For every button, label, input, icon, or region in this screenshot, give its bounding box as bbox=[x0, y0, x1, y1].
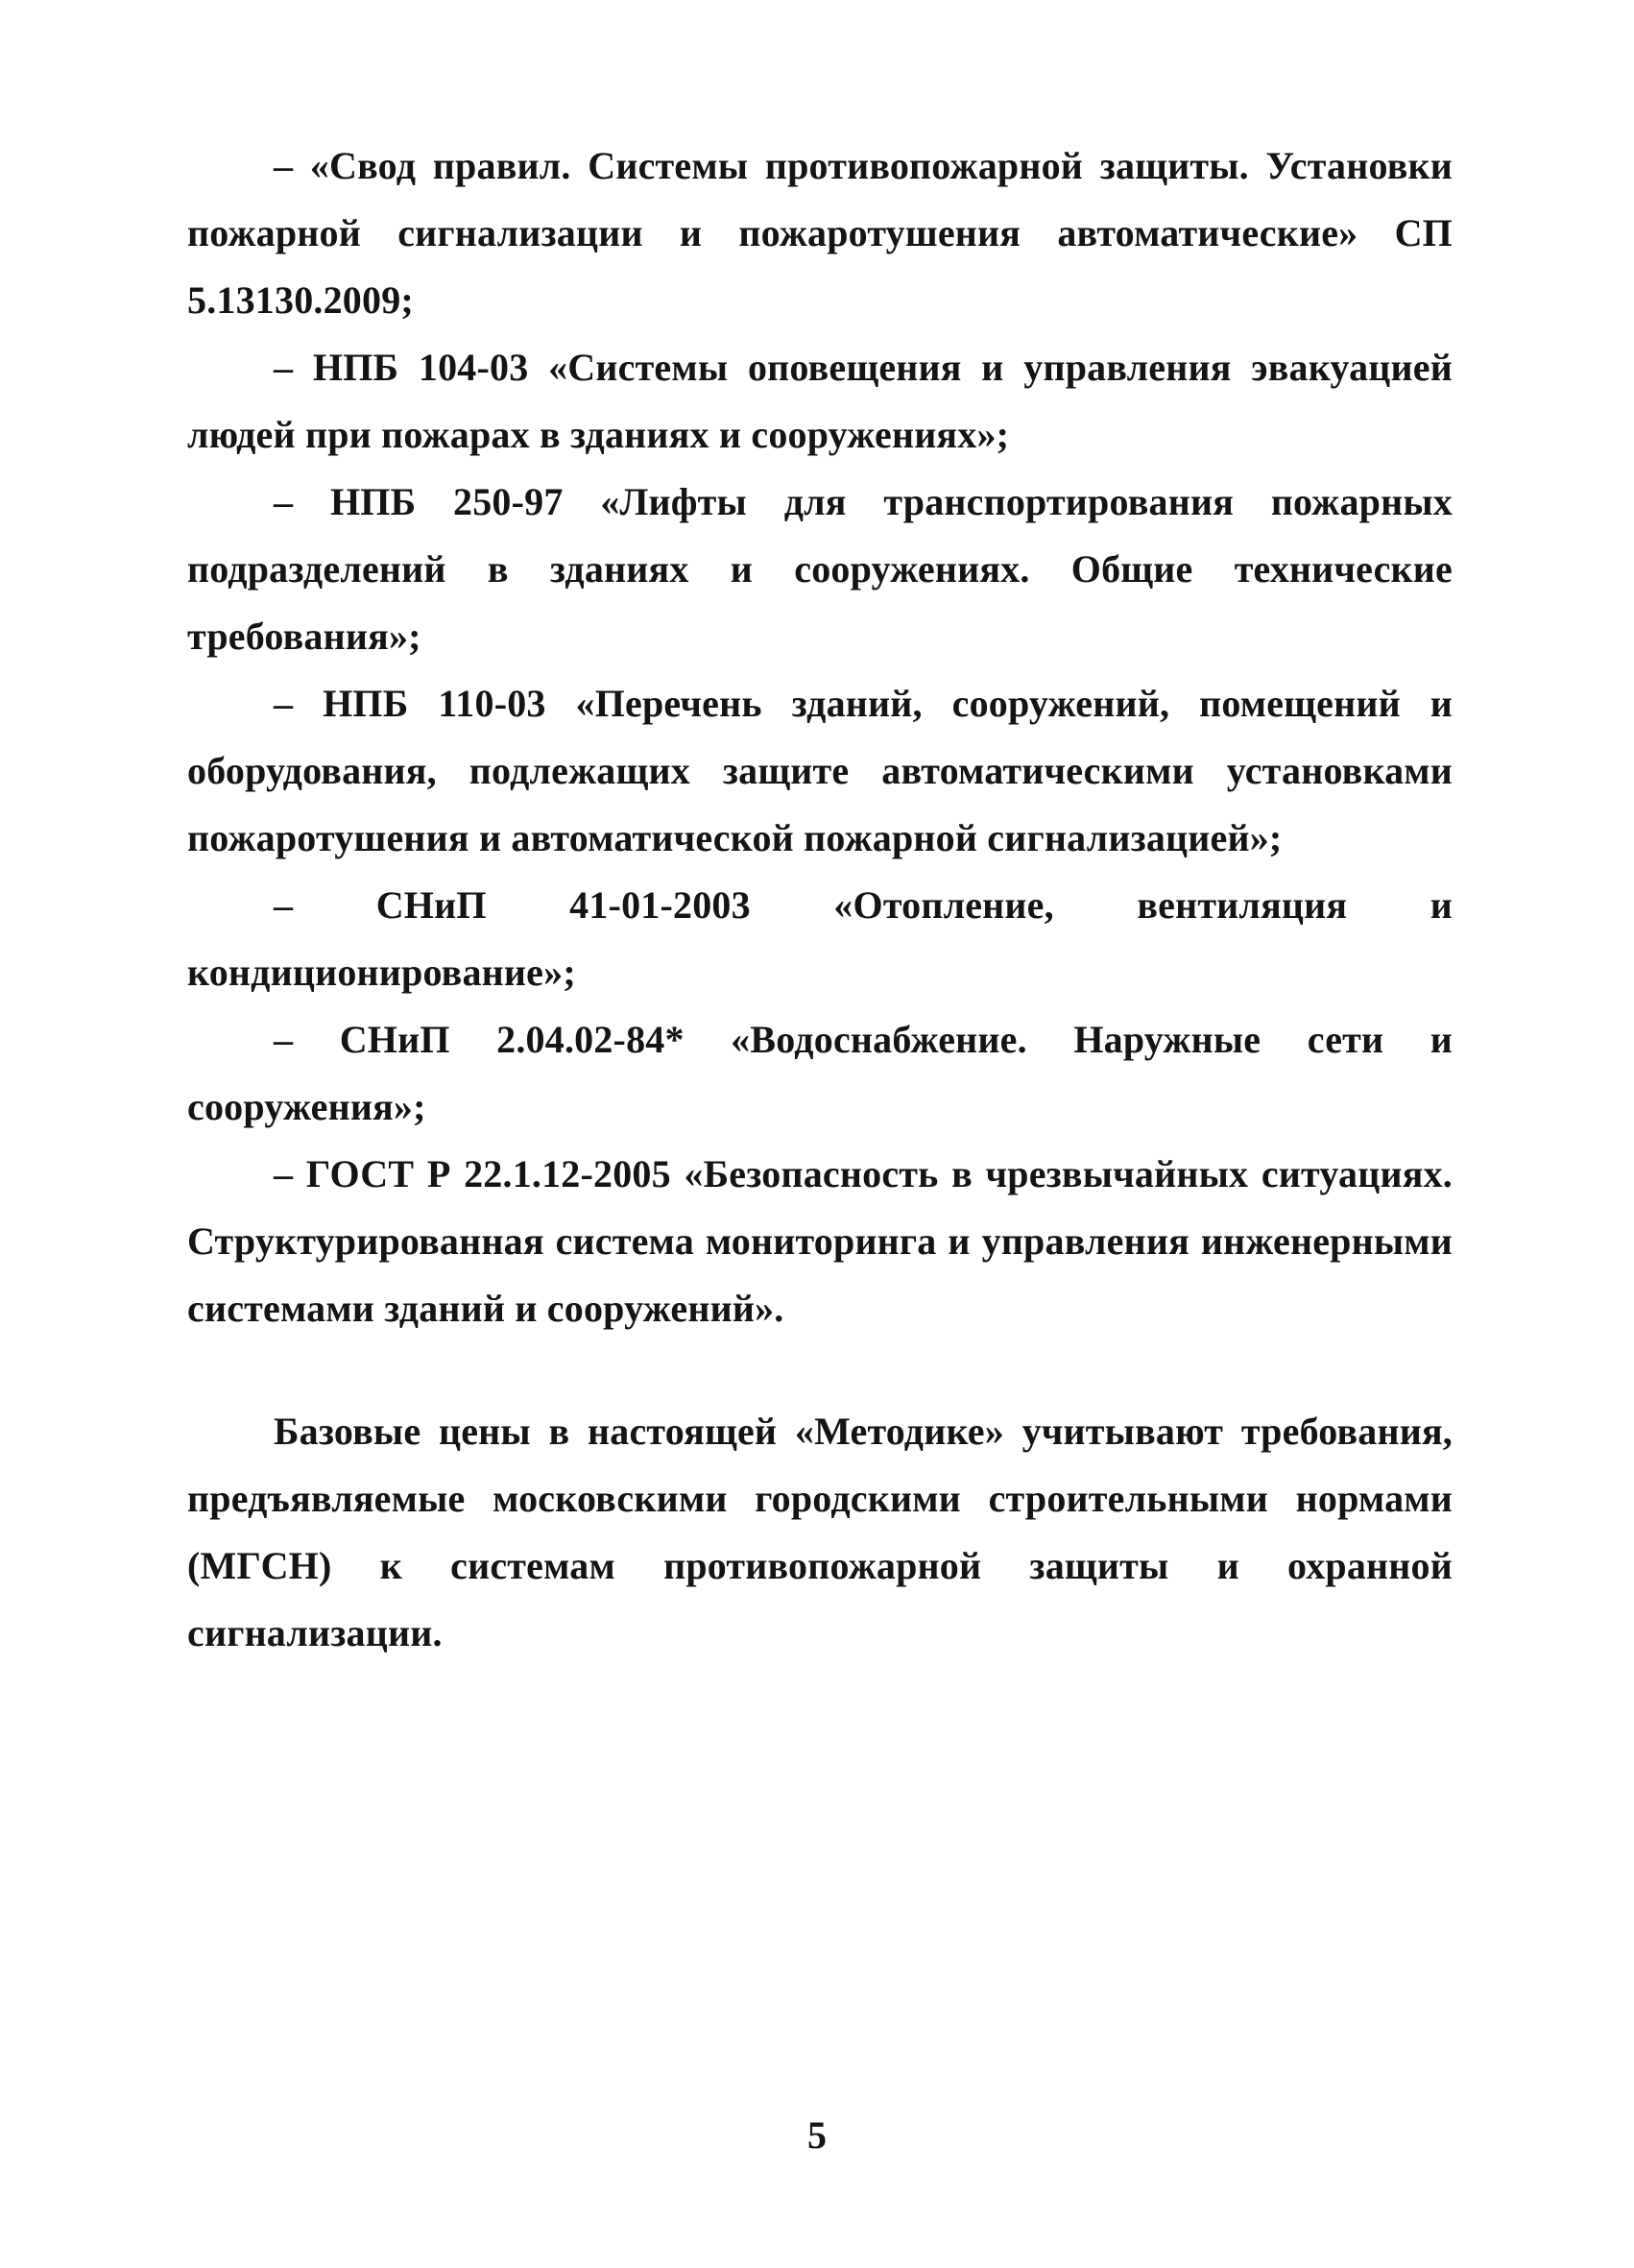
main-text bbox=[187, 133, 1453, 1667]
list-item-npb-104-03: – НПБ 104-03 «Системы оповещения и управления эвакуацией людей при пожарах в зданиях и сооружениях»; bbox=[187, 346, 1453, 456]
list-item-snip-2-04-02: – СНиП 2.04.02-84* «Водоснабжение. Наружные сети и сооружения»; bbox=[187, 1018, 1453, 1128]
paragraph-gap bbox=[187, 1342, 1453, 1398]
list-item-snip-41-01: – СНиП 41-01-2003 «Отопление, вентиляция и кондиционирование»; bbox=[187, 883, 1453, 994]
list-item-npb-250-97: – НПБ 250-97 «Лифты для транспортирования пожарных подразделений в зданиях и сооружениях. Общие технические требования»; bbox=[187, 480, 1453, 658]
list-item-npb-110-03: – НПБ 110-03 «Перечень зданий, сооружений, помещений и оборудования, подлежащих защите автоматическими установками пожаротушения и автоматической пожарной сигнализацией»; bbox=[187, 682, 1453, 859]
list-item-gost-22-1-12: – ГОСТ Р 22.1.12-2005 «Безопасность в чрезвычайных ситуациях. Структурированная система мониторинга и управления инженерными системами зданий и сооружений». bbox=[187, 1152, 1453, 1330]
list-item-sp-5-13130: – «Свод правил. Системы противопожарной защиты. Установки пожарной сигнализации и пожаротушения автоматические» СП 5.13130.2009; bbox=[187, 144, 1453, 322]
closing-paragraph: Базовые цены в настоящей «Методике» учитывают требования, предъявляемые московскими городскими строительными нормами (МГСН) к системам противопожарной защиты и охранной сигнализации. bbox=[187, 1410, 1453, 1654]
page-number: 5 bbox=[807, 2113, 827, 2157]
